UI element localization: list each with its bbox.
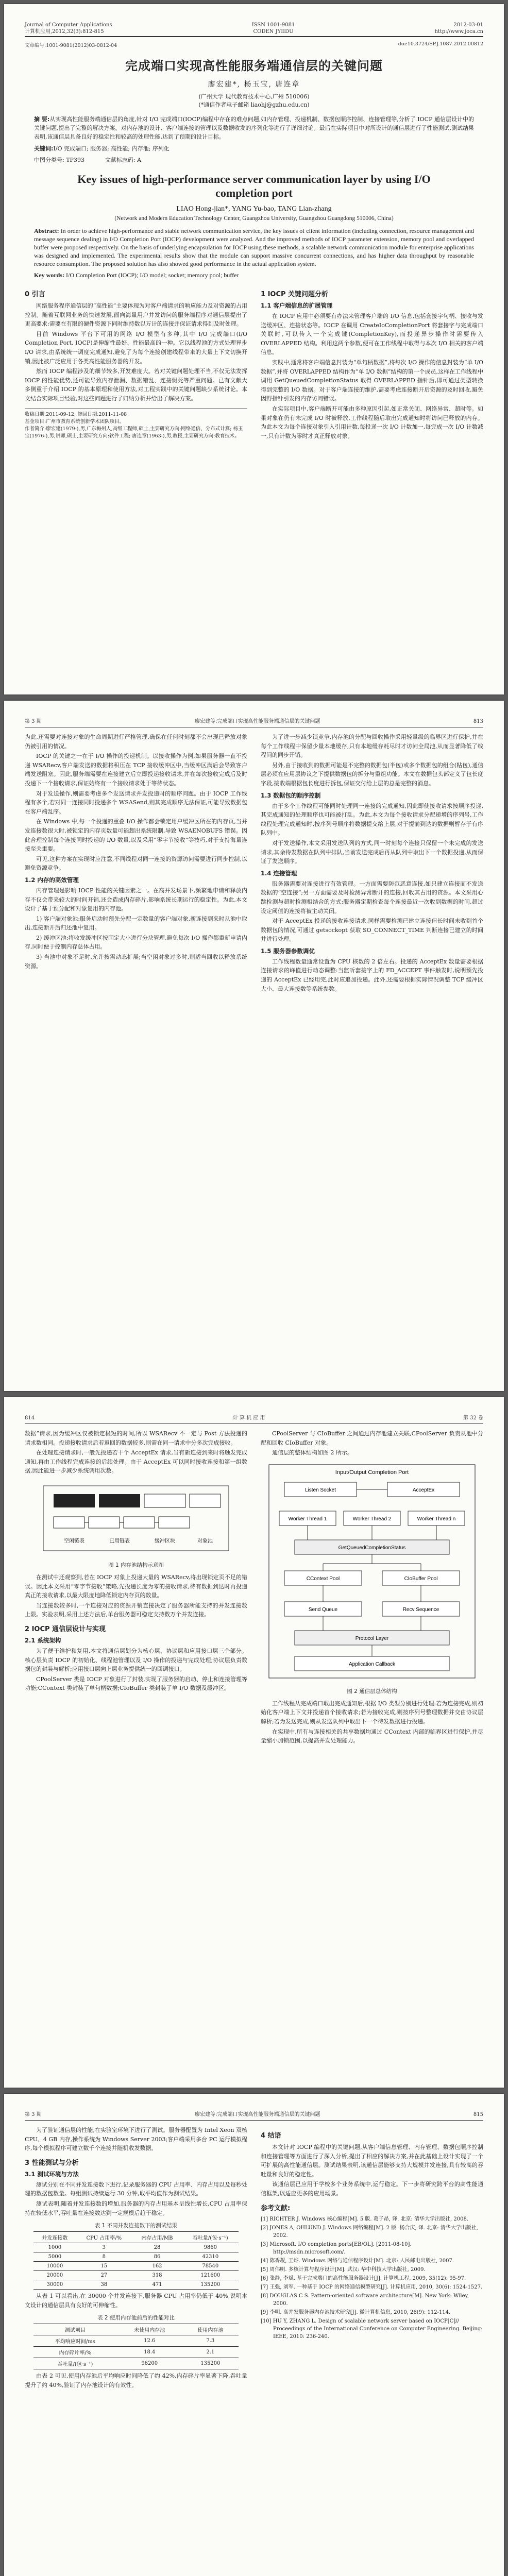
table-cell: 15: [76, 2262, 132, 2271]
english-affiliation: (Network and Modern Education Technology Center, Guangzhou University, Guangzhou Guangdong 510006, China): [114, 215, 394, 222]
table-cell: 121600: [182, 2271, 239, 2280]
reference-item: [3] Microsoft. I/O completion ports[EB/OL]. [2011-08-10]. http://msdn.microsoft.com/.: [261, 2241, 412, 2255]
reference-item: [4] 陈香凝, 王烨. Windows 网络与通信程序设计[M]. 北京: 人民邮电出版社, 2007.: [261, 2258, 454, 2264]
paragraph: 内存管理是影响 IOCP 性能的关键因素之一。在高并发场景下,频繁地申请和释放内存不仅会带来较大的时间开销,还会造成内存碎片,影响系统长期运行的稳定性。为此,本文设计了基于预分配和对象复用的内存池。: [25, 887, 247, 912]
right-column: [261, 733, 483, 994]
fig1-label: 已用链表: [109, 1538, 130, 1544]
fig2-box: CContext Pool: [306, 1575, 340, 1582]
paragraph: CPoolServer 与 CIoBuffer 之间通过内存池建立关联,CPoolServer 负责从池中分配和回收 CIoBuffer 对象。: [261, 1430, 483, 1446]
reference-item: [2] JONES A, OHLUND J. Windows 网络编程[M]. 2 版. 杨合庆, 译. 北京: 清华大学出版社, 2002.: [261, 2225, 478, 2239]
journal-title: 计 算 机 应 用: [232, 1415, 265, 1421]
table-header-row: [33, 2232, 238, 2243]
table-cell: 9860: [182, 2243, 239, 2252]
table-row: [33, 2262, 238, 2271]
page-number: 814: [25, 1415, 35, 1421]
table-cell: 86: [132, 2252, 182, 2262]
abstract-label: 摘 要:: [34, 116, 50, 123]
table-cell: 27: [76, 2271, 132, 2280]
memory-pool-diagram: [33, 1480, 239, 1557]
table-header-cell: 使用内存池: [182, 2324, 239, 2335]
paragraph: 为了进一步减少锁竞争,内存池的分配与回收操作采用轻量级的临界区进行保护,并在每个工作线程中保留少量本地缓存,只有本地缓存耗尽时才访问全局池,从而显著降低了线程间的同步开销。: [261, 734, 483, 759]
table-header-row: [33, 2324, 238, 2335]
english-authors: LIAO Hong-jian*, YANG Yu-bao, TANG Lian-zhang: [176, 205, 332, 213]
comparison-table: [33, 2324, 238, 2369]
table-cell: 38: [76, 2280, 132, 2290]
keywords-label: 关键词:: [34, 145, 54, 152]
page-3: [4, 1397, 504, 2088]
corresponding-email: (*通信作者电子邮箱 liaohj@gzhu.edu.cn): [198, 101, 310, 108]
english-abstract-text: In order to achieve high-performance and stable network communication service, the key issues of client information (including connection, resource management and message sequence dealing) in I/O Completion Port (IOCP) development were analyzed. And the improved methods of IOCP parameter extension, memory pool and overlapped buffer were proposed respectively. On the basis of underlying encapsulation for IOCP using these methods, a scalable network communication module for enterprise applications was designed and implemented. The experimental results show that the module can support massive concurrent connections, and has higher data throughput by reasonable resource consumption. The proposed solution has also showed good performance in the actual application system.: [34, 227, 474, 267]
journal-cn: 计算机应用,2012,32(3):812-815: [25, 29, 104, 35]
classification: [34, 156, 474, 164]
page-1: [4, 4, 504, 694]
header-rule: [25, 36, 483, 37]
keywords: [34, 144, 474, 152]
table-row: [33, 2252, 238, 2262]
journal-url: http://www.joca.cn: [434, 29, 483, 35]
paragraph: 在 Windows 中,每一个投递的重叠 I/O 操作都会锁定用户缓冲区所在的内存页,当并发连接数很大时,被锁定的内存页数量可能超出系统限制,导致 WSAENOBUFS 错误。因此合理控制每个连接同时投递的 I/O 数量,以及采用“零字节接收”等技巧,对于支持海量连接至关重要。: [25, 818, 247, 853]
reference-item: [10] HU Y, ZHANG L. Design of scalable network server based on IOCP[C]// Proceedings of the International Conference on Computer Engineering. Beijing: IEEE, 2010: 236-240.: [261, 2318, 483, 2340]
paragraph: 3) 当池中对象不足时,允许按需动态扩展;当空闲对象过多时,则适当回收以释放系统资源。: [25, 954, 247, 970]
paper-title: 完成端口实现高性能服务端通信层的关键问题: [125, 59, 383, 73]
left-column: [25, 733, 247, 994]
right-column: [261, 1429, 483, 1747]
reference-item: [6] 张静, 李斌. 基于完成端口的高性能服务器设计[J]. 计算机工程, 2009, 35(12): 95-97.: [261, 2275, 466, 2281]
reference-item: [7] 王强, 刘军. 一种基于 IOCP 的网络通信模型研究[J]. 计算机应用, 2010, 30(6): 1524-1527.: [261, 2284, 483, 2290]
body-columns: [25, 1429, 483, 1747]
fig2-box: Worker Thread n: [417, 1516, 456, 1522]
issue-label: 第 3 期: [25, 719, 42, 724]
paragraph: 为了便于维护和复用,本文将通信层划分为核心层、协议层和应用接口层三个部分。核心层负责 IOCP 的初始化、线程池管理以及 I/O 操作的投递与完成处理;协议层负责数据包的封装与解析;应用接口层向上层业务提供统一的回调接口。: [25, 1647, 247, 1673]
paragraph: CPoolServer 类是 IOCP 对象进行了封装,实现了服务器的启动、停止和连接管理等功能;CContext 类封装了单句柄数据;CIoBuffer 类封装了单 I/O 数据及缓冲区。: [25, 1675, 247, 1692]
table-cell: 平均响应时间/ms: [33, 2335, 116, 2347]
table-header-cell: 未使用内存池: [116, 2324, 182, 2335]
fig2-box: Protocol Layer: [355, 1635, 389, 1641]
running-title: 廖宏建等:完成端口实现高性能服务端通信层的关键问题: [195, 719, 320, 724]
paragraph: 在实际项目中,客户端断开可能由多种原因引起,如正常关闭、网络异常、超时等。如果对象在仍有未完成 I/O 时被释放,工作线程随后取出完成通知时将访问已释放的内存。为此本文为每个连接对象引入引用计数,每投递一次 I/O 计数加一,每完成一次 I/O 计数减一,只有计数为零时才真正释放对象。: [261, 405, 483, 439]
body-columns: [25, 733, 483, 994]
table-cell: 5000: [33, 2252, 76, 2262]
subsection-heading: 1.5 服务器参数调优: [261, 947, 315, 955]
paragraph: 测试表明,随着并发连接数的增加,服务器的内存占用基本呈线性增长,CPU 占用率保持在较低水平,吞吐量在连接数达到一定规模后趋于稳定。: [25, 2200, 247, 2216]
table-cell: 7.3: [182, 2335, 239, 2347]
table-header-cell: 内存占用/MB: [132, 2232, 182, 2243]
fig1-label: 对象池: [197, 1538, 213, 1544]
right-column: [261, 284, 483, 442]
subsection-heading: 2.1 系统架构: [25, 1636, 61, 1644]
running-header: [25, 718, 483, 725]
section-heading: 2 IOCP 通信层设计与实现: [25, 1625, 106, 1633]
fig1-label: 缓冲区块: [155, 1538, 175, 1544]
table-cell: 318: [132, 2271, 182, 2280]
issue-label: 第 3 期: [25, 2112, 42, 2117]
section-heading: 3 性能测试与分析: [25, 2159, 79, 2167]
table-cell: 10000: [33, 2262, 76, 2271]
paragraph: 工作线程从完成端口取出完成通知后,根据 I/O 类型分别进行处理:若为连接完成,则初始化客户端上下文并投递首个接收请求;若为接收完成,则按序列号整理数据并交由协议层解析;若为发送完成,则从发送队列中取出下一个待发数据进行投递。: [261, 1700, 483, 1725]
fig2-box: Worker Thread 2: [352, 1516, 392, 1522]
table-header-cell: CPU 占用率/%: [76, 2232, 132, 2243]
architecture-diagram: [264, 1462, 480, 1683]
fig2-box: Recv Sequence: [402, 1606, 439, 1613]
table-cell: 135200: [182, 2280, 239, 2290]
fig2-box: AcceptEx: [412, 1487, 435, 1493]
reference-item: [1] RICHTER J. Windows 核心编程[M]. 5 版. 葛子昂, 译. 北京: 清华大学出版社, 2008.: [261, 2216, 469, 2222]
table-caption: 表 1 不同并发连接数下的测试结果: [94, 2223, 178, 2229]
reference-item: [5] 周伟明. 多核计算与程序设计[M]. 武汉: 华中科技大学出版社, 2009.: [261, 2266, 426, 2273]
table-cell: 471: [132, 2280, 182, 2290]
fig2-box: Send Queue: [308, 1606, 338, 1613]
pub-date: 2012-03-01: [453, 22, 483, 28]
table-cell: 135200: [182, 2358, 239, 2369]
volume-label: 第 32 卷: [463, 1415, 483, 1421]
page-number: 815: [473, 2112, 483, 2117]
paragraph: 对于发送操作,本文采用发送队列的方式,同一时刻每个连接只保留一个未完成的发送请求,其余待发数据在队列中排队,当前发送完成后再从队列中取出下一个数据投递,从而保证了发送顺序。: [261, 839, 483, 865]
figure-1: [25, 1480, 247, 1569]
table-cell: 42310: [182, 2252, 239, 2262]
page-2: [4, 701, 504, 1391]
paragraph: 目前 Windows 平台下可用的网络 I/O 模型有多种,其中 I/O 完成端口(I/O Completion Port, IOCP)是伸缩性最好、性能最高的一种。它以线程池的方式处理异步 I/O 请求,由系统统一调度完成通知,避免了为每个连接创建线程带来的大量上下文切换开销,因此被广泛应用于各类高性能服务器的开发。: [25, 330, 247, 365]
header-rule: [25, 2120, 483, 2121]
english-keywords-text: I/O Completion Port (IOCP); I/O model; socket; memory pool; buffer: [66, 272, 239, 279]
figure-caption: 图 2 通信层总体结构: [347, 1688, 397, 1694]
table-row: [33, 2280, 238, 2290]
doi: doi:10.3724/SP.J.1087.2012.00812: [398, 41, 483, 47]
paragraph: 测试分别在不同并发连接数下进行,记录服务器的 CPU 占用率、内存占用以及每秒处理的数据包数量。每组测试持续运行 30 分钟,取平均值作为测试结果。: [25, 2181, 247, 2197]
figure-2: [261, 1462, 483, 1695]
table-row: [33, 2271, 238, 2280]
paragraph: 通信层的整体结构如图 2 所示。: [272, 1449, 353, 1456]
affiliation: [25, 92, 483, 109]
table-row: [33, 2335, 238, 2347]
section-heading: 0 引言: [25, 291, 45, 298]
reference-item: [8] DOUGLAS C S. Pattern-oriented software architecture[M]. New York: Wiley, 2000.: [261, 2293, 469, 2307]
figure-caption: 图 1 内存池结构示意图: [108, 1562, 164, 1568]
left-column: [25, 2126, 247, 2391]
table-cell: 20000: [33, 2271, 76, 2280]
table-cell: 吞吐量/(包·s⁻¹): [33, 2358, 116, 2369]
table-cell: 78540: [182, 2262, 239, 2271]
body-columns: [25, 2126, 483, 2391]
keywords-text: I/O 完成端口; 服务器; 高性能; 内存池; 序列化: [53, 145, 170, 152]
table-cell: 12.6: [116, 2335, 182, 2347]
reference-list: [261, 2215, 483, 2341]
fig1-label: 空闲链表: [64, 1538, 84, 1544]
results-table: [33, 2231, 238, 2290]
paragraph: 另外,由于接收到的数据可能是不完整的数据包(半包)或多个数据包的组合(粘包),通信层必须在应用层协议之下提供数据包的拆分与重组功能。本文在数据包头部定义了包长度字段,接收端根据包长度进行拆包,保证交付给上层的总是完整的消息。: [261, 761, 483, 787]
header-rule: [25, 1423, 483, 1424]
table-caption: 表 2 使用内存池前后的性能对比: [97, 2315, 175, 2321]
paragraph: 从表 1 可以看出,在 30000 个并发连接下,服务器 CPU 占用率仍低于 40%,说明本文设计的通信层具有良好的可伸缩性。: [25, 2293, 247, 2309]
table-row: [33, 2243, 238, 2252]
paragraph: 对于 AcceptEx 投递的接收连接请求,同样需要检测已建立连接但长时间未收到首个数据包的情况,可通过 getsockopt 获取 SO_CONNECT_TIME 判断连接已建立的时间并进行处理。: [261, 918, 483, 943]
subsection-heading: 1.2 内存的高效管理: [25, 876, 79, 884]
authors: 廖宏建*, 杨玉宝, 唐连章: [208, 80, 300, 89]
references-heading: 参考文献:: [261, 2204, 291, 2212]
paragraph: 由表 2 可见,使用内存池后平均响应时间降低了约 42%,内存碎片率显著下降,吞吐量提升了约 40%,验证了内存池设计的有效性。: [25, 2372, 247, 2388]
left-column: [25, 1429, 247, 1747]
paragraph: 1) 客户端对象池:服务启动时预先分配一定数量的客户端对象,新连接到来时从池中取出,连接断开后归还池中复用。: [25, 915, 247, 931]
table-header-cell: 吞吐量/(包·s⁻¹): [182, 2232, 239, 2243]
table-cell: 18.4: [116, 2347, 182, 2358]
page-4: [4, 2094, 504, 2576]
article-no: 文章编号:1001-9081(2012)03-0812-04: [25, 43, 117, 48]
fig2-box: Application Callback: [348, 1661, 396, 1667]
paragraph: 实践中,通常将客户端信息封装为“单句柄数据”,将每次 I/O 操作的信息封装为“单 I/O 数据”,并将 OVERLAPPED 结构作为“单 I/O 数据”结构的第一个成员,这样在工作线程中调用 GetQueuedCompletionStatus 取得 OVERLAPPED 指针后,即可通过类型转换得到完整的 I/O 数据。对于客户端连接的维护,需要考虑连接断开后资源的及时回收,避免因野指针引发的内存访问错误。: [261, 359, 483, 402]
english-title: Key issues of high-performance server communication layer by using I/O completion port: [77, 173, 431, 199]
clc-code: 中图分类号: TP393: [34, 157, 84, 163]
table-cell: 30000: [33, 2280, 76, 2290]
table-cell: 162: [132, 2262, 182, 2271]
running-header: [25, 1415, 483, 1421]
subsection-heading: 3.1 测试环境与方法: [25, 2170, 79, 2178]
table-cell: 内存碎片率/%: [33, 2347, 116, 2358]
table-cell: 28: [132, 2243, 182, 2252]
table-cell: 96200: [116, 2358, 182, 2369]
article-meta: [25, 41, 483, 48]
english-keywords: [34, 271, 474, 279]
journal-name: Journal of Computer Applications: [25, 22, 112, 28]
paragraph: 服务器需要对连接进行有效管理。一方面需要防范恶意连接,如只建立连接而不发送数据的“空连接”;另一方面需要及时检测异常断开的连接,回收其占用的资源。本文采用心跳检测与超时检测相结合的方式:服务器定期检查每个连接最近一次收到数据的时间,超过设定阈值的连接将被主动关闭。: [261, 880, 483, 914]
table-header-cell: 测试项目: [33, 2324, 116, 2335]
paragraph: 然而 IOCP 编程涉及的细节较多,开发难度大。若对关键问题处理不当,不仅无法发挥 IOCP 的性能优势,还可能导致内存泄漏、数据错乱、连接假死等严重问题。已有文献大多侧重于介绍 IOCP 的基本原理和使用方法,对工程实践中的关键问题缺少系统讨论。本文结合实际项目经验,对这些问题进行了归纳分析并给出了解决方案。: [25, 368, 247, 402]
paragraph: 本文针对 IOCP 编程中的关键问题,从客户端信息管理、内存管理、数据包顺序控制和连接管理等方面进行了深入分析,提出了相应的解决方案,并在此基础上设计实现了一个可扩展的高性能通信层。测试结果表明,该通信层能够支持大规模并发连接,具有较高的吞吐量和良好的稳定性。: [261, 2144, 483, 2178]
paragraph: 2) 缓冲区池:将收发缓冲区按固定大小进行分块管理,避免每次 I/O 操作都重新申请内存,同时便于控制内存总体占用。: [25, 934, 247, 951]
paragraph: 当连接数较多时,一个连接对应的资源开销直接决定了服务器所能支持的并发连接数上限。实验表明,采用上述方法后,单台服务器可稳定支持数万个并发连接。: [25, 1602, 247, 1618]
fig2-box: Listen Socket: [304, 1487, 336, 1493]
paragraph: 由于多个工作线程可能同时处理同一连接的完成通知,因此即使接收请求按顺序投递,其完成通知的处理顺序也可能被打乱。为此,本文为每个接收请求分配递增的序列号,工作线程处理完成通知时,按序列号顺序将数据提交给上层,对于提前到达的数据则暂存于有序队列中。: [261, 802, 483, 837]
paragraph: 在测试中还观察到,若在 IOCP 对象上投递大量的 WSARecv,将出现锁定页不足的错误。因此本文采用“零字节接收”策略,先投递长度为零的接收请求,待有数据到达时再投递真正的接收请求,以最大限度地降低锁定内存页的数量。: [25, 1573, 247, 1599]
section-heading: 1 IOCP 关键问题分析: [261, 291, 329, 298]
table-row: [33, 2358, 238, 2369]
table-row: [33, 2347, 238, 2358]
english-keywords-label: Key words:: [34, 272, 64, 279]
subsection-heading: 1.1 客户端信息的扩展管理: [261, 302, 333, 309]
doc-code: 文献标志码: A: [105, 157, 142, 163]
table-header-cell: 并发连接数: [33, 2232, 76, 2243]
body-columns: [25, 284, 483, 442]
abstract-text: 从实现高性能服务端通信层的角度,针对 I/O 完成端口(IOCP)编程中存在的难点问题,如内存管理、投递机制、数据包顺序控制、连接管理等,分析了 IOCP 通信层设计中的关键问题,提出了完整的解决方案。对内存池的设计、客户端连接的管理以及数据收发的序列化等进行了详细讨论。最后在实际项目中对所设计的通信层进行了性能测试,测试结果表明,该通信层具备良好的稳定性和较高的处理性能,达到了预期的设计目标。: [34, 116, 474, 140]
running-header: [25, 2111, 483, 2118]
table-cell: 8: [76, 2252, 132, 2262]
fig2-box: GetQueuedCompletionStatus: [338, 1545, 406, 1551]
page-number: 813: [473, 719, 483, 724]
left-column: [25, 284, 247, 442]
footnote: 收稿日期:2011-09-12; 修回日期:2011-11-08。 基金项目:广州市教育系统创新学术团队项目。 作者简介:廖宏建(1979-),男,广东梅州人,高级工程师,硕士,主要研究方向:网络通信、分布式计算; 杨玉宝(1976-),男,讲师,硕士,主要研究方向:软件工程; 唐连章(1963-),男,教授,主要研究方向:教育技术。: [25, 409, 247, 440]
paragraph: 在实现中,所有与连接相关的共享数据均通过 CContext 内部的临界区进行保护,并尽量缩小加锁范围,以提高并发处理能力。: [261, 1728, 483, 1744]
right-column: [261, 2126, 483, 2391]
subsection-heading: 1.3 数据包的顺序控制: [261, 791, 321, 799]
paragraph: 为此,还需要对连接对象的生命周期进行严格管理,确保在任何时刻都不会出现已释放对象仍被引用的情况。: [25, 734, 247, 750]
subsection-heading: 1.4 连接管理: [261, 869, 297, 877]
section-heading: 4 结语: [261, 2132, 281, 2140]
english-abstract-label: Abstract:: [34, 227, 59, 234]
paragraph: IOCP 的关键之一在于 I/O 操作的投递机制。以接收操作为例,如果服务器一直不投递 WSARecv,客户端发送的数据将积压在 TCP 接收缓冲区中,当缓冲区满后会导致客户端发送阻塞。因此,服务端需要在连接建立后立即投递接收请求,并在每次接收完成后及时投递下一个接收请求,保证始终有一个接收请求处于等待状态。: [25, 753, 247, 787]
fig2-title: Input/Output Completion Port: [335, 1469, 409, 1476]
running-title: 廖宏建等:完成端口实现高性能服务端通信层的关键问题: [195, 2112, 320, 2117]
english-abstract: [34, 227, 474, 268]
paragraph: 工作线程数量通常设置为 CPU 核数的 2 倍左右。投递的 AcceptEx 数量需要根据连接请求的峰值进行动态调整:当监听套接字上的 FD_ACCEPT 事件触发时,说明预先投递的 AcceptEx 已经用完,此时应追加投递。此外,还需要根据实际情况调整 TCP 缓冲区大小、最大连接数等系统参数。: [261, 958, 483, 992]
table-cell: 1000: [33, 2243, 76, 2252]
affiliation-text: (广州大学 现代教育技术中心,广州 510006): [198, 93, 310, 100]
paragraph: 在处理连接请求时,一般先投递若干个 AcceptEx 请求,当有新连接到来时将触发完成通知,再由工作线程完成连接的后续处理。由于 AcceptEx 可以同时接收连接和第一组数据,因此能进一步减少系统调用次数。: [25, 1449, 247, 1475]
paragraph: 对于发送操作,则需要考虑多个发送请求并发投递时的顺序问题。由于 IOCP 工作线程有多个,若对同一连接同时投递多个 WSASend,则其完成顺序无法保证,可能导致数据包在客户端乱序。: [25, 790, 247, 815]
paragraph: 该通信层已应用于学校多个业务系统中,运行稳定。下一步将研究跨平台的高性能通信框架,以适应更多的应用场景。: [261, 2181, 483, 2197]
table-cell: 2.1: [182, 2347, 239, 2358]
paragraph: 数据”请求,因为缓冲区仅被锁定极短的时间,所以 WSARecv 不一定与 Post 方法投递的请求数相同。投递接收请求后若返回的数据较多,则需在同一请求中分多次完成接收。: [25, 1430, 247, 1446]
journal-header: [25, 22, 483, 35]
fig2-box: CIoBuffer Pool: [404, 1575, 438, 1582]
reference-item: [9] 李明. 高并发服务器内存池技术研究[J]. 微计算机信息, 2010, 26(9): 112-114.: [261, 2309, 451, 2315]
fig2-box: Worker Thread 1: [288, 1516, 327, 1522]
table-cell: 3: [76, 2243, 132, 2252]
paragraph: 网络服务程序通信层的“高性能”主要体现为对客户端请求的响应能力及对资源的占用控制。随着互联网业务的快速发展,面向海量用户并发访问的服务端程序对通信层提出了更高要求:需要在有限的硬件资源下同时维持数以万计的连接并保证请求得到及时处理。: [25, 302, 247, 328]
abstract: [34, 115, 474, 141]
paragraph: 可见,这种方案在实现时应注意,不同线程对同一连接的资源访问需要进行同步控制,以避免资源竞争。: [25, 855, 247, 872]
issn: ISSN 1001-9081: [251, 22, 295, 28]
paragraph: 在 IOCP 应用中必须要有办法来管理客户端的 I/O 信息,包括套接字句柄、接收与发送缓冲区、连接状态等。IOCP 在调用 CreateIoCompletionPort 将套接字与完成端口关联时,可以传入一个完成键(CompletionKey),而投递异步操作时需要传入 OVERLAPPED 结构。利用这两个参数,便可在工作线程中取得与本次 I/O 相关的客户端信息。: [261, 313, 483, 356]
coden: CODEN JYIIDU: [253, 29, 294, 35]
paragraph: 为了验证通信层的性能,在实验室环境下进行了测试。服务器配置为 Intel Xeon 双核 CPU、4 GB 内存,操作系统为 Windows Server 2003;客户端采用多台 PC 运行模拟程序,每个模拟程序可建立数千个连接并随机收发数据。: [25, 2127, 247, 2152]
